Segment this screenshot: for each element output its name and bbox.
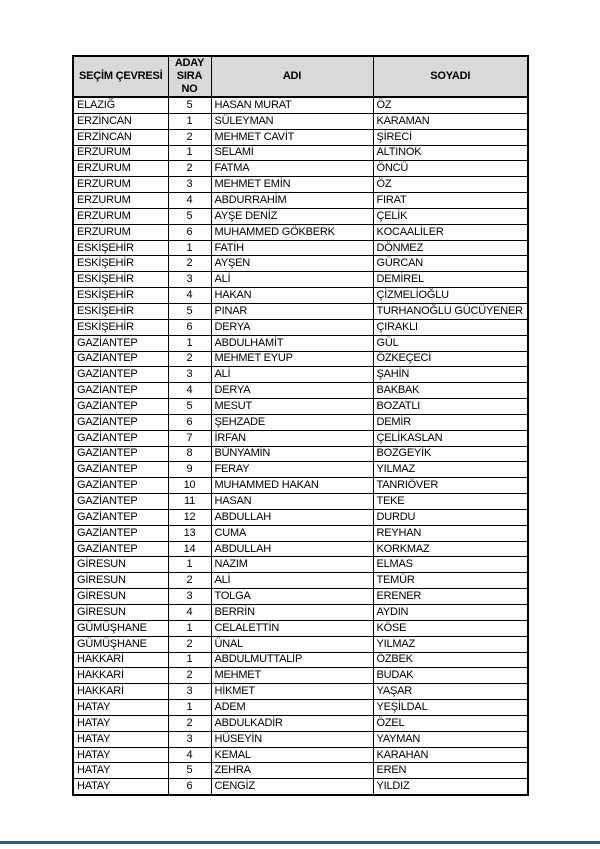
cell-soyadi: EREN [373,763,528,779]
cell-soyadi: GÜL [373,335,528,351]
table-row [73,573,528,589]
cell-soyadi: DÖNMEZ [373,240,528,256]
cell-aday-sira-no: 2 [168,715,211,731]
table-row [73,779,528,795]
cell-secim-cevresi: HATAY [73,747,168,763]
cell-adi: ABDURRAHİM [211,193,373,209]
cell-adi: HAKAN [211,288,373,304]
cell-secim-cevresi: GİRESUN [73,589,168,605]
cell-secim-cevresi: GAZİANTEP [73,414,168,430]
table-row [73,224,528,240]
cell-secim-cevresi: ERZURUM [73,177,168,193]
cell-soyadi: ÖZ [373,97,528,113]
cell-soyadi: BAKBAK [373,383,528,399]
cell-adi: İRFAN [211,430,373,446]
table-row [73,367,528,383]
table-row [73,240,528,256]
cell-adi: ABDULLAH [211,541,373,557]
cell-adi: HİKMET [211,684,373,700]
col-header-aday-sira-no-line2: SIRA NO [176,70,203,95]
cell-adi: HASAN MURAT [211,97,373,113]
table-row [73,193,528,209]
table-row [73,97,528,113]
cell-secim-cevresi: ELAZIĞ [73,97,168,113]
table-row [73,399,528,415]
cell-secim-cevresi: HATAY [73,700,168,716]
cell-adi: CELALETTİN [211,620,373,636]
cell-secim-cevresi: ERZURUM [73,145,168,161]
cell-aday-sira-no: 3 [168,177,211,193]
cell-soyadi: BOZATLI [373,399,528,415]
cell-soyadi: KARAMAN [373,113,528,129]
table-row [73,541,528,557]
table-row [73,335,528,351]
cell-secim-cevresi: HAKKARİ [73,652,168,668]
cell-secim-cevresi: ESKİŞEHİR [73,272,168,288]
cell-aday-sira-no: 12 [168,509,211,525]
cell-adi: ABDULLAH [211,509,373,525]
cell-soyadi: ÇELİKASLAN [373,430,528,446]
cell-aday-sira-no: 3 [168,684,211,700]
cell-aday-sira-no: 5 [168,208,211,224]
table-row [73,256,528,272]
table-row [73,668,528,684]
cell-soyadi: YAYMAN [373,731,528,747]
cell-adi: KEMAL [211,747,373,763]
cell-adi: TOLGA [211,589,373,605]
cell-aday-sira-no: 2 [168,129,211,145]
table-row [73,414,528,430]
cell-adi: SELAMİ [211,145,373,161]
cell-soyadi: ÇİZMELİOĞLU [373,288,528,304]
cell-adi: DERYA [211,319,373,335]
cell-secim-cevresi: GİRESUN [73,557,168,573]
cell-adi: NAZIM [211,557,373,573]
cell-secim-cevresi: GAZİANTEP [73,509,168,525]
cell-aday-sira-no: 2 [168,668,211,684]
cell-adi: HÜSEYİN [211,731,373,747]
table-row [73,129,528,145]
cell-aday-sira-no: 5 [168,763,211,779]
cell-soyadi: KOCAALİLER [373,224,528,240]
cell-soyadi: ÖNCÜ [373,161,528,177]
cell-aday-sira-no: 8 [168,446,211,462]
cell-secim-cevresi: GİRESUN [73,605,168,621]
cell-aday-sira-no: 5 [168,399,211,415]
cell-aday-sira-no: 3 [168,589,211,605]
cell-secim-cevresi: ERZİNCAN [73,113,168,129]
table-row [73,652,528,668]
cell-aday-sira-no: 7 [168,430,211,446]
table-row [73,319,528,335]
table-row [73,288,528,304]
table-row [73,161,528,177]
col-header-secim-cevresi: SEÇİM ÇEVRESİ [73,56,168,97]
cell-soyadi: AYDIN [373,605,528,621]
cell-secim-cevresi: GAZİANTEP [73,446,168,462]
cell-aday-sira-no: 1 [168,620,211,636]
cell-secim-cevresi: GAZİANTEP [73,351,168,367]
cell-soyadi: DEMİR [373,414,528,430]
cell-aday-sira-no: 6 [168,224,211,240]
cell-soyadi: BOZGEYİK [373,446,528,462]
table-row [73,272,528,288]
cell-secim-cevresi: GAZİANTEP [73,541,168,557]
cell-secim-cevresi: GİRESUN [73,573,168,589]
cell-soyadi: ÇIRAKLI [373,319,528,335]
cell-secim-cevresi: HATAY [73,779,168,795]
cell-aday-sira-no: 6 [168,414,211,430]
cell-adi: MEHMET [211,668,373,684]
cell-soyadi: GÜRCAN [373,256,528,272]
cell-aday-sira-no: 6 [168,319,211,335]
table-body [73,97,528,795]
cell-adi: ABDULKADİR [211,715,373,731]
cell-aday-sira-no: 4 [168,605,211,621]
cell-secim-cevresi: GAZİANTEP [73,383,168,399]
cell-soyadi: ERENER [373,589,528,605]
table-row [73,620,528,636]
cell-aday-sira-no: 2 [168,351,211,367]
cell-soyadi: ÖZBEK [373,652,528,668]
cell-aday-sira-no: 2 [168,636,211,652]
cell-aday-sira-no: 4 [168,747,211,763]
cell-adi: MESUT [211,399,373,415]
table-row [73,557,528,573]
cell-soyadi: ÖZKEÇECİ [373,351,528,367]
table-row [73,605,528,621]
cell-aday-sira-no: 1 [168,700,211,716]
cell-aday-sira-no: 14 [168,541,211,557]
cell-secim-cevresi: GAZİANTEP [73,430,168,446]
cell-secim-cevresi: ERZURUM [73,193,168,209]
cell-adi: SÜLEYMAN [211,113,373,129]
col-header-aday-sira-no-line1: ADAY [174,57,205,69]
cell-aday-sira-no: 11 [168,494,211,510]
cell-soyadi: YILMAZ [373,462,528,478]
cell-soyadi: ÇELİK [373,208,528,224]
cell-secim-cevresi: GAZİANTEP [73,462,168,478]
cell-secim-cevresi: ESKİŞEHİR [73,256,168,272]
table-row [73,636,528,652]
table-row [73,763,528,779]
cell-aday-sira-no: 1 [168,335,211,351]
cell-soyadi: YILMAZ [373,636,528,652]
cell-adi: FERAY [211,462,373,478]
cell-secim-cevresi: ESKİŞEHİR [73,303,168,319]
cell-adi: DERYA [211,383,373,399]
cell-adi: CUMA [211,525,373,541]
table-row [73,715,528,731]
table-row [73,383,528,399]
table-row [73,208,528,224]
cell-adi: AYŞE DENİZ [211,208,373,224]
table-row [73,351,528,367]
cell-aday-sira-no: 1 [168,557,211,573]
candidates-table [72,55,529,796]
cell-secim-cevresi: GAZİANTEP [73,525,168,541]
cell-aday-sira-no: 6 [168,779,211,795]
cell-adi: ZEHRA [211,763,373,779]
cell-aday-sira-no: 10 [168,478,211,494]
table-row [73,494,528,510]
cell-adi: HASAN [211,494,373,510]
cell-soyadi: ELMAS [373,557,528,573]
cell-adi: ŞEHZADE [211,414,373,430]
table-row [73,430,528,446]
cell-adi: FATMA [211,161,373,177]
cell-adi: MUHAMMED HAKAN [211,478,373,494]
table-row [73,478,528,494]
cell-adi: BERRİN [211,605,373,621]
cell-soyadi: ŞİRECİ [373,129,528,145]
cell-aday-sira-no: 5 [168,97,211,113]
cell-aday-sira-no: 2 [168,161,211,177]
cell-secim-cevresi: HATAY [73,731,168,747]
col-header-adi: ADI [211,56,373,97]
cell-adi: MUHAMMED GÖKBERK [211,224,373,240]
cell-adi: PINAR [211,303,373,319]
cell-aday-sira-no: 5 [168,303,211,319]
cell-secim-cevresi: HAKKARİ [73,684,168,700]
cell-secim-cevresi: ERZURUM [73,208,168,224]
col-header-aday-sira-no [168,56,211,97]
cell-soyadi: KORKMAZ [373,541,528,557]
cell-adi: MEHMET EYUP [211,351,373,367]
cell-secim-cevresi: GAZİANTEP [73,494,168,510]
cell-aday-sira-no: 13 [168,525,211,541]
cell-aday-sira-no: 3 [168,731,211,747]
cell-soyadi: ÖZ [373,177,528,193]
cell-soyadi: YEŞİLDAL [373,700,528,716]
table-row [73,446,528,462]
table-row [73,462,528,478]
cell-secim-cevresi: ESKİŞEHİR [73,288,168,304]
table-row [73,113,528,129]
cell-adi: ÜNAL [211,636,373,652]
cell-aday-sira-no: 1 [168,145,211,161]
cell-aday-sira-no: 3 [168,272,211,288]
cell-aday-sira-no: 1 [168,652,211,668]
cell-soyadi: DURDU [373,509,528,525]
cell-secim-cevresi: HATAY [73,763,168,779]
cell-secim-cevresi: ERZURUM [73,224,168,240]
cell-secim-cevresi: ESKİŞEHİR [73,319,168,335]
cell-soyadi: TEMÜR [373,573,528,589]
cell-aday-sira-no: 3 [168,367,211,383]
table-row [73,525,528,541]
cell-secim-cevresi: GÜMÜŞHANE [73,636,168,652]
cell-secim-cevresi: HAKKARİ [73,668,168,684]
col-header-soyadi: SOYADI [373,56,528,97]
cell-secim-cevresi: GAZİANTEP [73,367,168,383]
cell-soyadi: TEKE [373,494,528,510]
cell-soyadi: FIRAT [373,193,528,209]
cell-secim-cevresi: ESKİŞEHİR [73,240,168,256]
cell-soyadi: KÖSE [373,620,528,636]
cell-secim-cevresi: GÜMÜŞHANE [73,620,168,636]
table-row [73,303,528,319]
table-row [73,589,528,605]
cell-adi: ABDULHAMİT [211,335,373,351]
cell-aday-sira-no: 9 [168,462,211,478]
cell-secim-cevresi: GAZİANTEP [73,399,168,415]
cell-soyadi: YILDIZ [373,779,528,795]
cell-adi: CENGİZ [211,779,373,795]
cell-aday-sira-no: 2 [168,256,211,272]
cell-soyadi: YAŞAR [373,684,528,700]
cell-adi: ALİ [211,573,373,589]
table-row [73,747,528,763]
table-row [73,509,528,525]
cell-soyadi: REYHAN [373,525,528,541]
table-row [73,731,528,747]
cell-adi: ALİ [211,367,373,383]
cell-soyadi: KARAHAN [373,747,528,763]
cell-adi: ALİ [211,272,373,288]
table-row [73,700,528,716]
cell-secim-cevresi: GAZİANTEP [73,478,168,494]
cell-aday-sira-no: 4 [168,288,211,304]
cell-aday-sira-no: 4 [168,193,211,209]
cell-adi: BÜNYAMİN [211,446,373,462]
cell-soyadi: TURHANOĞLU GÜCÜYENER [373,303,528,319]
table-row [73,145,528,161]
cell-aday-sira-no: 1 [168,240,211,256]
cell-adi: FATİH [211,240,373,256]
cell-soyadi: ÖZEL [373,715,528,731]
cell-soyadi: TANRIÖVER [373,478,528,494]
cell-adi: MEHMET EMİN [211,177,373,193]
bottom-accent-line [0,841,600,844]
cell-adi: ABDULMUTTALİP [211,652,373,668]
cell-soyadi: DEMİREL [373,272,528,288]
cell-secim-cevresi: GAZİANTEP [73,335,168,351]
cell-secim-cevresi: HATAY [73,715,168,731]
cell-aday-sira-no: 4 [168,383,211,399]
cell-soyadi: BUDAK [373,668,528,684]
cell-adi: AYŞEN [211,256,373,272]
cell-soyadi: ŞAHİN [373,367,528,383]
cell-aday-sira-no: 2 [168,573,211,589]
table-row [73,177,528,193]
cell-secim-cevresi: ERZİNCAN [73,129,168,145]
cell-soyadi: ALTINOK [373,145,528,161]
header-row [73,56,528,97]
cell-secim-cevresi: ERZURUM [73,161,168,177]
cell-adi: MEHMET CAVİT [211,129,373,145]
table-row [73,684,528,700]
cell-aday-sira-no: 1 [168,113,211,129]
cell-adi: ADEM [211,700,373,716]
